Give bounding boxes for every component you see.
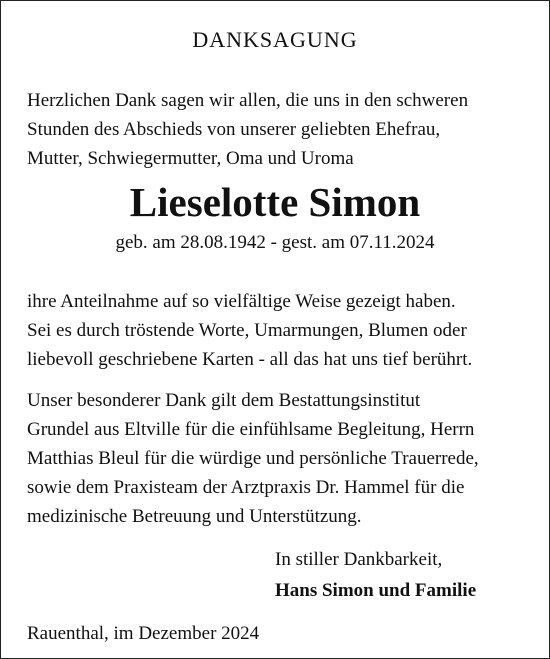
special-thanks-line: Matthias Bleul für die würdige und persönliche Trauerrede, [27,448,479,469]
signature: Hans Simon und Familie [275,580,477,601]
notice-heading: DANKSAGUNG [192,27,358,52]
intro-paragraph [27,86,527,173]
closing-phrase: In stiller Dankbarkeit, [275,549,443,570]
special-thanks-line: Grundel aus Eltville für die einfühlsame Begleitung, Herrn [27,419,475,440]
place-and-date: Rauenthal, im Dezember 2024 [27,623,260,644]
intro-line: Stunden des Abschieds von unserer geliebten Ehefrau, [27,119,441,140]
special-thanks-paragraph [27,386,527,531]
thanks-paragraph [27,287,527,374]
special-thanks-line: sowie dem Praxisteam der Arztpraxis Dr. Hammel für die [27,477,465,498]
deceased-name: Lieselotte Simon [129,179,421,225]
thanks-line: Sei es durch tröstende Worte, Umarmungen, Blumen oder [27,320,467,341]
thanks-line: liebevoll geschriebene Karten - all das hat uns tief berührt. [27,349,473,370]
intro-line: Mutter, Schwiegermutter, Oma und Uroma [27,148,354,169]
special-thanks-line: Unser besonderer Dank gilt dem Bestattungsinstitut [27,390,421,411]
special-thanks-line: medizinische Betreuung und Unterstützung. [27,506,362,527]
life-dates: geb. am 28.08.1942 - gest. am 07.11.2024 [115,232,435,253]
thanks-line: ihre Anteilnahme auf so vielfältige Weise gezeigt haben. [27,291,456,312]
intro-line: Herzlichen Dank sagen wir allen, die uns in den schweren [27,90,469,111]
